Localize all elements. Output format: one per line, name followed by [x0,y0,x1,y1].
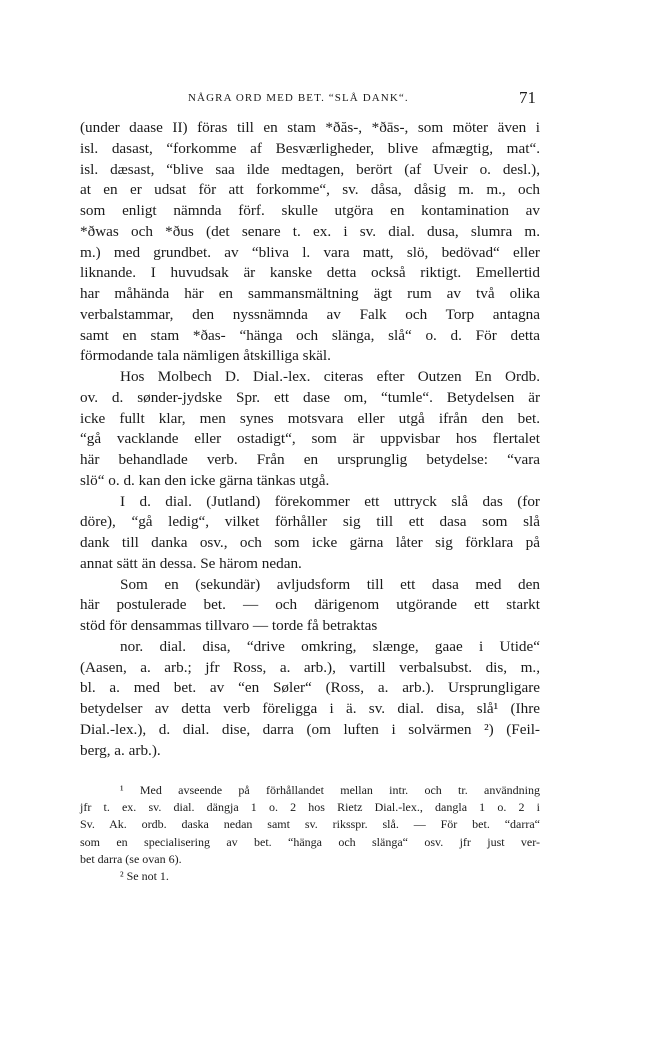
footnote-line: ² Se not 1. [120,868,169,883]
footnote-line: som en specialisering av bet. “hänga och slänga“ osv. jfr just ver- [80,834,540,849]
footnote-line: Sv. Ak. ordb. daska nedan samt sv. riksspr. slå. — För bet. “darra“ [80,817,540,832]
body-line: I d. dial. (Jutland) förekommer ett uttryck slå das (for [120,492,540,510]
body-line: isl. dasast, “forkomme af Besværligheder, blive afmægtig, mat“. [80,139,540,157]
body-line: ov. d. sønder-jydske Spr. ett dase om, “tumle“. Betydelsen är [80,388,540,406]
body-line: “gå vacklande eller ostadigt“, som är uppvisbar hos flertalet [80,430,540,448]
body-line: nor. dial. disa, “drive omkring, slænge, gaae i Utide“ [120,637,540,655]
body-text [80,118,540,761]
footnote-line: ¹ Med avseende på förhållandet mellan intr. och tr. användning [120,783,540,797]
body-line: Dial.-lex.), d. dial. dise, darra (om luften i solvärmen ²) (Feil- [80,720,540,738]
body-line: (Aasen, a. arb.; jfr Ross, a. arb.), vartill verbalsubst. dis, m., [80,658,540,676]
body-line: annat sätt än dessa. Se härom nedan. [80,554,302,572]
body-line: som enligt nämnda förf. skulle utgöra en kontamination av [80,202,540,219]
body-line: icke fullt klar, men synes motsvara eller utgå ifrån den bet. [80,409,540,427]
footnote-line: jfr t. ex. sv. dial. dängja 1 o. 2 hos Rietz Dial.-lex., dangla 1 o. 2 i [80,800,540,815]
body-line: *ðwas och *ðus (det senare t. ex. i sv. dial. dusa, slumra m. [80,222,540,240]
page-number: 71 [519,88,536,107]
body-line: bl. a. med bet. av “en Søler“ (Ross, a. arb.). Ursprungligare [80,679,540,697]
footnotes [80,782,540,885]
body-line: här postulerade bet. — och därigenom utgörande ett starkt [80,596,540,614]
body-line: (under daase II) föras till en stam *ðăs-, *ðās-, som möter även i [80,119,540,136]
body-line: dank till danka osv., och som icke gärna låter sig förklara på [80,534,540,551]
body-line: verbalstammar, den nyssnämnda av Falk och Torp antagna [80,305,540,323]
body-line: at en er udsat för att forkomme“, sv. dåsa, dåsig m. m., och [80,181,540,199]
body-line: m.) med grundbet. av “bliva l. vara matt, slö, bedövad“ eller [80,243,540,261]
running-header [120,88,548,110]
body-line: Som en (sekundär) avljudsform till ett dasa med den [120,575,540,593]
body-line: isl. dæsast, “blive saa ilde medtagen, berört (af Uveir o. desl.), [80,160,540,178]
body-line: samt en stam *ðas- “hänga och slänga, slå“ o. d. För detta [80,326,540,344]
body-line: förmodande tala nämligen åtskilliga skäl. [80,347,331,365]
body-line: Hos Molbech D. Dial.-lex. citeras efter Outzen En Ordb. [120,368,540,385]
body-line: berg, a. arb.). [80,741,161,759]
body-line: liknande. I huvudsak är kanske detta också riktigt. Emellertid [80,264,540,282]
body-line: stöd för densammas tillvaro — torde få betraktas [80,617,378,634]
body-line: har måhända här en sammansmältning ägt rum av två olika [80,285,540,302]
body-line: betydelser av detta verb föreligga i ä. sv. dial. disa, slå¹ (Ihre [80,700,540,717]
footnote-line: bet darra (se ovan 6). [80,851,182,866]
body-line: slö“ o. d. kan den icke gärna tänkas utgå. [80,471,330,489]
body-line: här behandlade verb. Från en ursprunglig betydelse: “vara [80,451,540,468]
running-title: NÅGRA ORD MED BET. “SLÅ DANK“. [188,92,409,104]
body-line: döre), “gå ledig“, vilket förhåller sig till ett dasa som slå [80,513,540,531]
